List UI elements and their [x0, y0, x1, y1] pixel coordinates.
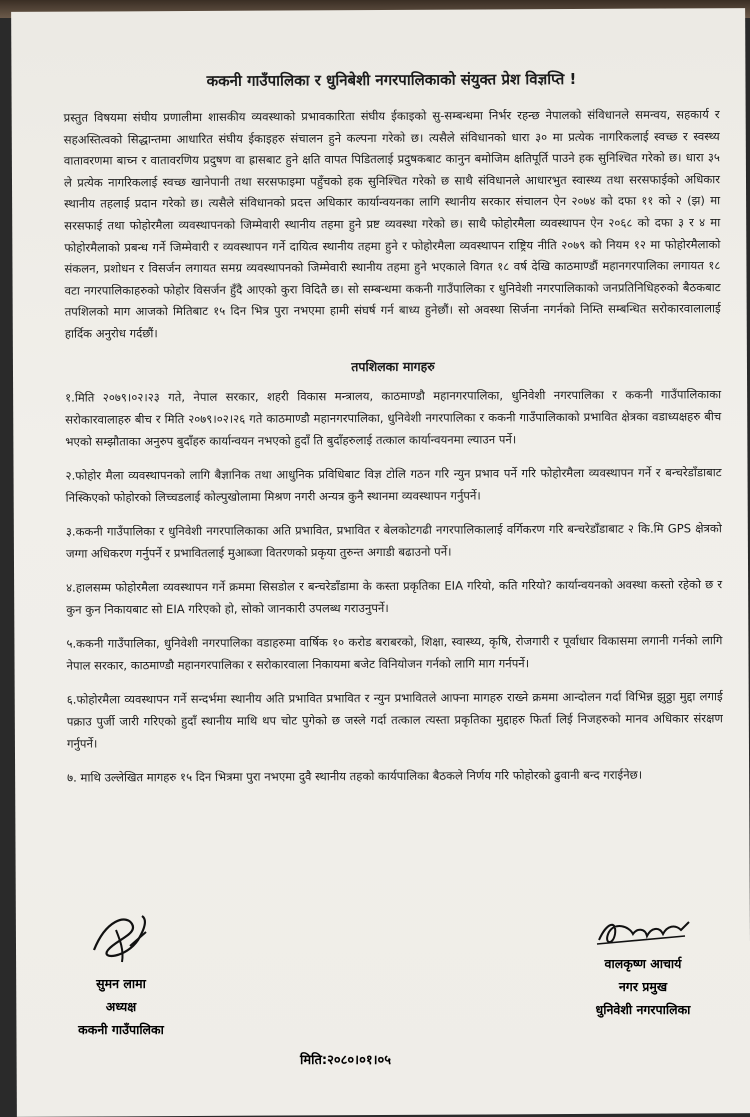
- demand-item: ४.हालसम्म फोहोरमैला व्यवस्थापन गर्ने क्रममा सिसडोल र बन्चरेडाँडामा के कस्ता प्रकृतिका EIA गरियो, कति गरियो? कार्यान्वयनको अवस्था कस्तो रहेको छ र कुन कुन निकायबाट सो EIA गरिएको हो, सोको जानकारी उपलब्ध गराउनुपर्ने।: [66, 576, 723, 617]
- right-signatory-role: नगर प्रमुख: [618, 979, 668, 994]
- demand-item: ७. माथि उल्लेखित मागहरु १५ दिन भित्रमा पुरा नभएमा दुवै स्थानीय तहको कार्यपालिका बैठकले निर्णय गरि फोहोरको ढुवानी बन्द गराईनेछ।: [67, 767, 643, 785]
- demands-heading: तपशिलका मागहरु: [351, 358, 435, 374]
- left-signature-block: [46, 910, 196, 1041]
- left-signatory-role: अध्यक्ष: [105, 999, 137, 1014]
- intro-paragraph: प्रस्तुत विषयमा संघीय प्रणालीमा शासकीय व्यवस्थाको प्रभावकारिता संघीय ईकाइको सु-सम्बन्धमा निर्भर रहन्छ नेपालको संविधानले समन्वय, सहकार्य र सहअस्तित्वको सिद्धान्तमा आधारित संघीय ईकाइहरु संचालन हुने कल्पना गरेको छ। त्यसैले संविधानको धारा ३० मा प्रत्येक नागरिकलाई स्वच्छ र स्वस्थ्य वातावरणमा बाच्न र वातावरणिय प्रदुषण वा ह्रासबाट हुने क्षति वापत पिडितलाई प्रदुषकबाट कानुन बमोजिम क्षतिपूर्ति पाउने हक सुनिश्चित गरेको छ। धारा ३५ ले प्रत्येक नागरिकलाई स्वच्छ खानेपानी तथा सरसफाइमा पहुँचको हक सुनिश्चित गरेको छ साथै संविधानले आधारभुत स्वास्थ्य तथा सरसफाईको अधिकार स्थानीय तहलाई प्रदान गरेको छ। त्यसैले संविधानको प्रदत्त अधिकार कार्यान्वयनका लागि स्थानीय सरकार संचालन ऐन २०७४ को दफा ११ को २ (झ) मा सरसफाई तथा फोहोरमैला व्यवस्थापनको जिम्मेवारी स्थानीय तहमा हुने प्रष्ट व्यवस्था गरेको छ। साथै फोहोरमैला व्यवस्थापन ऐन २०६८ को दफा ३ र ४ मा फोहोरमैलाको प्रबन्ध गर्ने जिम्मेवारी र व्यवस्थापन गर्ने दायित्व स्थानीय तहमा हुने र फोहोरमैला व्यवस्थापन राष्ट्रिय नीति २०७९ को नियम १२ मा फोहोरमैलाको संकलन, प्रशोधन र विसर्जन लगायत समग्र व्यवस्थापनको जिम्मेवारी स्थानीय तहमा हुने भएकाले विगत १८ वर्ष देखि काठमाण्डौं महानगरपालिका लगायत १८ वटा नगरपालिकाहरुको फोहोर विसर्जन हुँदै आएको कुरा विदितै छ। सो सम्बन्धमा ककनी गाउँपालिका र धुनिवेशी नगरपालिकाको जनप्रतिनिधिहरुको बैठकबाट तपशिलको माग आजको मितिबाट १५ दिन भित्र पुरा नभएमा हामी संघर्ष गर्न बाध्य हुनेछौं। सो अवस्था सिर्जना नगर्नको निम्ति सम्बन्धित सरोकारवालालाई हार्दिक अनुरोध गर्दछौं।: [63, 107, 721, 341]
- demand-item: ३.ककनी गाउँपालिका र धुनिवेशी नगरपालिकाका अति प्रभावित, प्रभावित र बेलकोटगढी नगरपालिकालाई वर्गिकरण गरि बन्चरेडाँडाबाट २ कि.मि GPS क्षेत्रको जग्गा अधिकरण गर्नुपर्ने र प्रभावितलाई मुआब्जा वितरणको प्रकृया तुरुन्त अगाडी बढाउनो पर्ने।: [65, 520, 722, 561]
- demand-item: २.फोहोर मैला व्यवस्थापनको लागि बैज्ञानिक तथा आधुनिक प्रविधिबाट विज्ञ टोलि गठन गरि न्युन प्रभाव पर्ने गरि फोहोरमैला व्यवस्थापन गर्ने र बन्चरेडाँडाबाट निस्किएको फोहोरको लिच्चडलाई कोल्पुखोलामा मिश्रण नगरी अन्यत्र कुनै स्थानमा व्यवस्थापन गर्नुपर्ने।: [65, 464, 722, 505]
- left-signatory-office: ककनी गाउँपालिका: [78, 1022, 164, 1037]
- document-title: ककनी गाउँपालिका र धुनिबेशी नगरपालिकाको संयुक्त प्रेश विज्ञप्ति !: [206, 69, 577, 90]
- right-signature-block: [568, 910, 718, 1021]
- right-signatory-office: धुनिवेशी नगरपालिका: [595, 1002, 691, 1017]
- left-signatory-name: सुमन लामा: [96, 976, 146, 991]
- right-signatory-name: वालकृष्ण आचार्य: [604, 956, 682, 971]
- demand-item: ६.फोहोरमैला व्यवस्थापन गर्ने सन्दर्भमा स्थानीय अति प्रभावित प्रभावित र न्युन प्रभावितले आफ्ना मागहरु राख्ने क्रममा आन्दोलन गर्दा विभिन्न झुठ्ठा मुद्दा लगाई पक्राउ पुर्जी जारी गरिएको हुदाँ स्थानीय माथि थप चोट पुगेको छ जस्ले गर्दा तत्काल त्यस्ता प्रकृतिका मुद्दाहरु फिर्ता लिई निजहरुको मानव अधिकार संरक्षण गर्नुपर्ने।: [66, 688, 723, 751]
- demands-list: [65, 383, 723, 788]
- demand-item: ५.ककनी गाउँपालिका, धुनिवेशी नगरपालिका वडाहरुमा वार्षिक १० करोड बराबरको, शिक्षा, स्वास्थ्य, कृषि, रोजगारी र पूर्वाधार विकासमा लगानी गर्नको लागि नेपाल सरकार, काठमाण्डौ महानगरपालिका र सरोकारवाला निकायमा बजेट विनियोजन गर्नको लागि माग गर्नपर्ने।: [66, 632, 723, 673]
- document-date: मिति:२०८०।०१।०५: [300, 1053, 392, 1068]
- demand-item: १.मिति २०७९।०२।२३ गते, नेपाल सरकार, शहरी विकास मन्त्रालय, काठमाण्डौ महानगरपालिका, धुनिवेशी नगरपालिका र ककनी गाउँपालिकाका सरोकारवालाहरु बीच र मिति २०७९।०२।२६ गते काठमाण्डौ महानगरपालिका, धुनिवेशी नगरपालिका र ककनी गाउँपालिकाको प्रभावित क्षेत्रका वडाध्यक्षहरु बीच भएको सम्झौताका अनुरुप बुदाँहरु कार्यान्वयन नभएको हुदाँ ति बुदाँहरुलाई तत्काल कार्यान्वयनमा ल्याउन पर्ने।: [65, 386, 722, 449]
- signature-icon: [593, 910, 693, 952]
- signature-icon: [86, 910, 156, 972]
